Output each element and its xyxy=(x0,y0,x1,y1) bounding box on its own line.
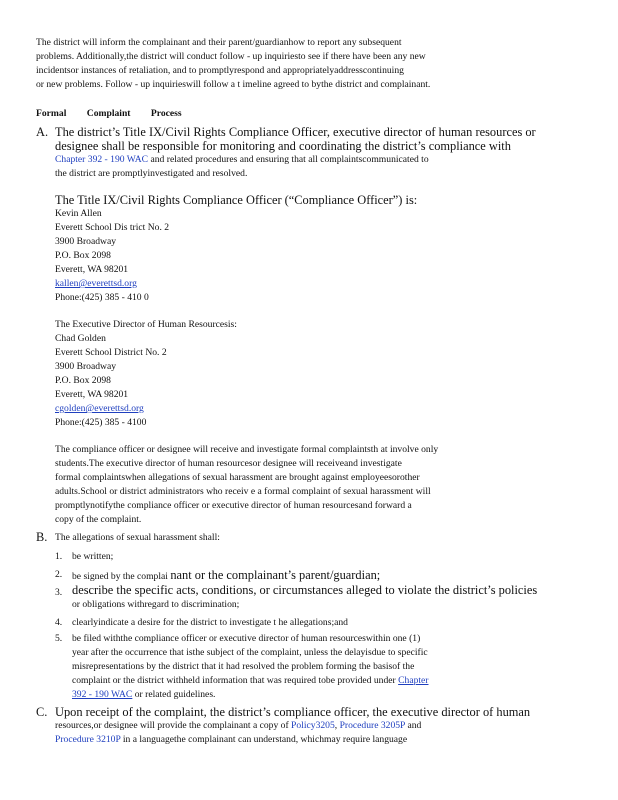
list-item-1-text: be written; xyxy=(72,551,114,562)
section-c-line-3 xyxy=(55,733,407,747)
section-c-bold: Upon receipt of the complaint, the district’s compliance officer, the executive director of human xyxy=(55,705,531,719)
section-a-para-line-5: promptlynotifythe compliance officer or executive director of human resourcesand forward a xyxy=(55,500,412,511)
section-c-line-3-text: in a languagethe complainant can understand, whichmay require language xyxy=(122,734,408,745)
list-item-1-number: 1. xyxy=(55,551,63,562)
director-title: The Executive Director of Human Resourcesis: xyxy=(55,319,237,330)
list-item-2-text-small: be signed by the complai xyxy=(72,571,168,582)
section-a-bold-line-1: The district’s Title IX/Civil Rights Compliance Officer, executive director of human resources or xyxy=(55,125,536,139)
officer-title: The Title IX/Civil Rights Compliance Officer (“Compliance Officer”) is: xyxy=(55,193,418,207)
officer-city: Everett, WA 98201 xyxy=(55,264,129,275)
list-item-5-line-5 xyxy=(72,688,215,702)
intro-line-4: or new problems. Follow - up inquirieswill follow a t imeline agreed to bythe district and complainant. xyxy=(36,79,431,90)
list-item-2-text-big: nant or the complainant’s parent/guardian; xyxy=(170,568,381,582)
procedure-3205p-link[interactable]: Procedure 3205P xyxy=(339,720,406,731)
officer-po: P.O. Box 2098 xyxy=(55,250,111,261)
section-c-marker: C. xyxy=(36,705,48,719)
section-a-para-line-2: students.The executive director of human resourcesor designee will receiveand investigate xyxy=(55,458,402,469)
chapter-link[interactable]: Chapter xyxy=(398,675,429,686)
section-c-line-2-text: resources,or designee will provide the complainant a copy of xyxy=(55,720,289,731)
officer-email-link[interactable]: kallen@everettsd.org xyxy=(55,278,137,289)
director-org: Everett School District No. 2 xyxy=(55,347,167,358)
list-item-5-line-5-rest: or related guidelines. xyxy=(134,689,216,700)
list-item-2-text xyxy=(72,568,380,584)
list-item-3-text-big: describe the specific acts, conditions, or circumstances alleged to violate the district’s policies xyxy=(72,583,538,597)
section-c-and: and xyxy=(407,720,422,731)
director-phone: Phone:(425) 385 - 4100 xyxy=(55,417,147,428)
list-item-4-number: 4. xyxy=(55,617,63,628)
section-a-line-4: the district are promptlyinvestigated and resolved. xyxy=(55,168,248,179)
officer-name: Kevin Allen xyxy=(55,208,102,219)
section-a-line-3-rest: and related procedures and ensuring that all complaintscommunicated to xyxy=(150,154,429,165)
section-b-marker: B. xyxy=(36,530,48,544)
list-item-2-number: 2. xyxy=(55,569,63,580)
officer-org: Everett School Dis trict No. 2 xyxy=(55,222,170,233)
list-item-4-text: clearlyindicate a desire for the district to investigate t he allegations;and xyxy=(72,617,348,628)
director-name: Chad Golden xyxy=(55,333,106,344)
section-a-line-3 xyxy=(55,153,429,167)
section-c-comma: , xyxy=(334,720,338,731)
section-a-para-line-1: The compliance officer or designee will receive and investigate formal complaintsth at involve only xyxy=(55,444,439,455)
director-po: P.O. Box 2098 xyxy=(55,375,111,386)
list-item-5-line-2: year after the occurrence that isthe subject of the complaint, unless the delayisdue to specific xyxy=(72,647,428,658)
procedure-3210p-link[interactable]: Procedure 3210P xyxy=(55,734,121,745)
intro-line-1: The district will inform the complainant and their parent/guardianhow to report any subsequent xyxy=(36,37,402,48)
list-item-5-line-4-text: complaint or the district withheld information that was required tobe provided under xyxy=(72,675,396,686)
section-a-para-line-3: formal complaintswhen allegations of sexual harassment are brought against employeesorother xyxy=(55,472,420,483)
list-item-5-line-3: misrepresentations by the district that it had resolved the problem forming the basisof the xyxy=(72,661,415,672)
intro-line-2: problems. Additionally,the district will conduct follow - up inquiriesto see if there have been any new xyxy=(36,51,426,62)
wac-link[interactable]: Chapter 392 - 190 WAC xyxy=(55,154,149,165)
list-item-5-number: 5. xyxy=(55,633,63,644)
list-item-5-line-4 xyxy=(72,674,429,688)
list-item-3-number: 3. xyxy=(55,587,63,598)
director-email-link[interactable]: cgolden@everettsd.org xyxy=(55,403,144,414)
list-item-3-text-small: or obligations withregard to discrimination; xyxy=(72,599,240,610)
director-street: 3900 Broadway xyxy=(55,361,117,372)
section-heading: Formal Complaint Process xyxy=(36,108,182,119)
policy-link[interactable]: Policy3205 xyxy=(291,720,335,731)
section-b-lead: The allegations of sexual harassment shall: xyxy=(55,532,220,543)
section-a-para-line-6: copy of the complaint. xyxy=(55,514,142,525)
section-a-marker: A. xyxy=(36,125,49,139)
wac-link-2[interactable]: 392 - 190 WAC xyxy=(72,689,133,700)
section-a-bold-line-2: designee shall be responsible for monitoring and coordinating the district’s compliance with xyxy=(55,139,511,153)
director-city: Everett, WA 98201 xyxy=(55,389,129,400)
officer-street: 3900 Broadway xyxy=(55,236,117,247)
section-a-para-line-4: adults.School or district administrators who receiv e a formal complaint of sexual harassment will xyxy=(55,486,431,497)
intro-line-3: incidentsor instances of retaliation, and to promptlyrespond and appropriatelyaddresscontinuing xyxy=(36,65,404,76)
list-item-5-line-1: be filed withthe compliance officer or executive director of human resourceswithin one (1) xyxy=(72,633,421,644)
officer-phone: Phone:(425) 385 - 410 0 xyxy=(55,292,149,303)
section-c-line-2 xyxy=(55,719,421,733)
